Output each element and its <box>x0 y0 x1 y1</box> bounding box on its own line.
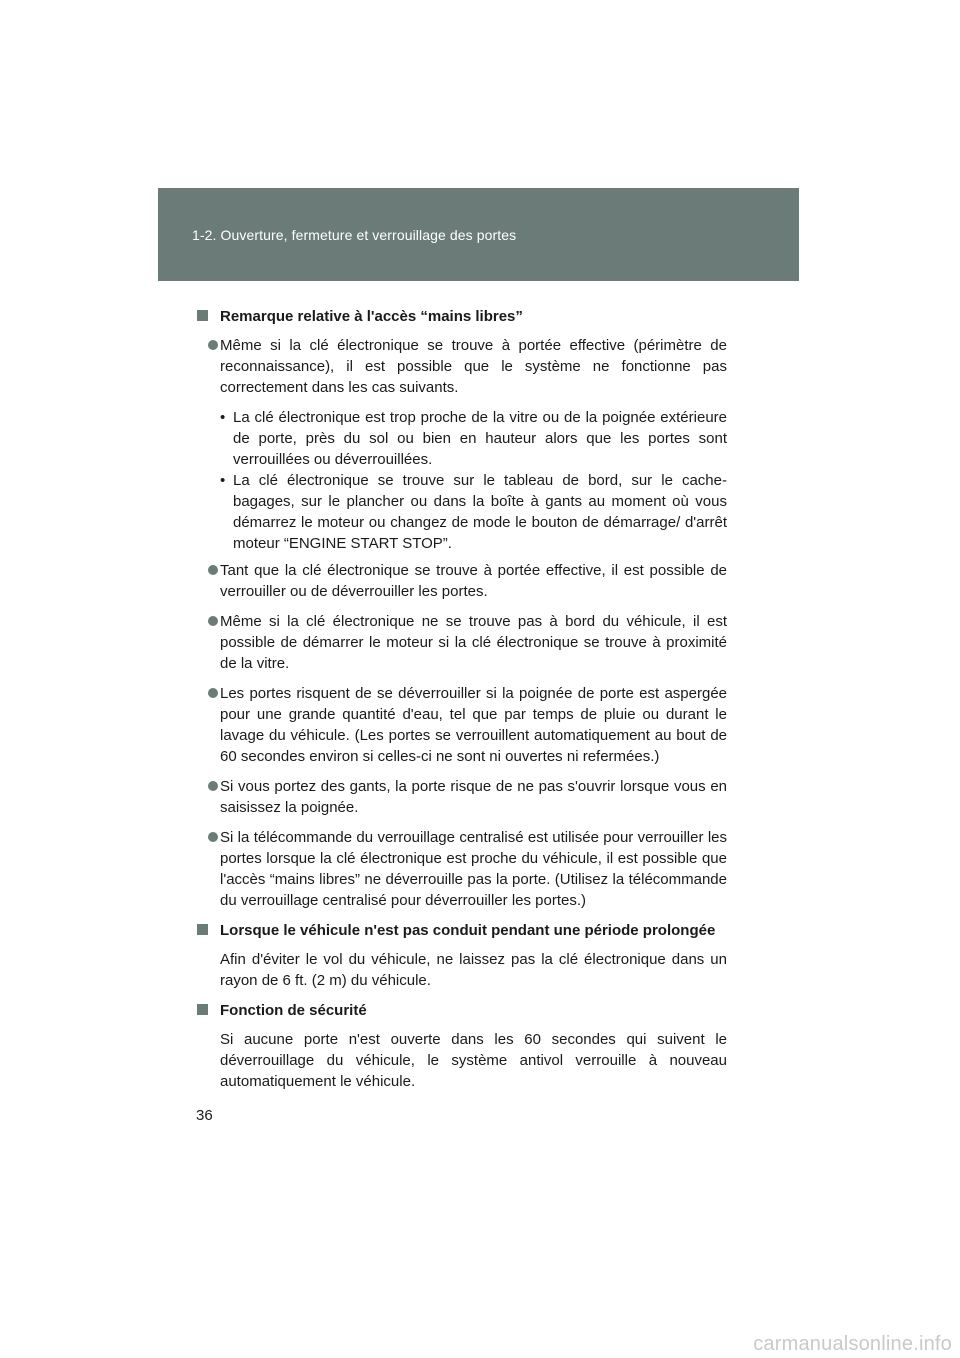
section-paragraph: Afin d'éviter le vol du véhicule, ne laissez pas la clé électronique dans un rayon de 6 ft. (2 m) du véhicule. <box>220 951 727 989</box>
section-heading <box>196 306 727 327</box>
heading-text: Lorsque le véhicule n'est pas conduit pendant une période prolongée <box>220 922 716 939</box>
bullet-text: Si la télécommande du verrouillage centralisé est utilisée pour verrouiller les portes lorsque la clé électronique est proche du véhicule, il est possible que l'accès “mains libres” ne déverrouille pas la porte. (Utilisez la télécommande du verrouillage centralisé pour déverrouiller les portes.) <box>220 829 727 909</box>
sub-list <box>220 407 727 554</box>
bullet-text: Les portes risquent de se déverrouiller si la poignée de porte est aspergée pour une grande quantité d'eau, tel que par temps de pluie ou durant le lavage du véhicule. (Les portes se verrouillent automatiquement au bout de 60 secondes environ si celles-ci ne sont ni ouvertes ni refermées.) <box>220 685 727 765</box>
sub-item-text: La clé électronique est trop proche de la vitre ou de la poignée extérieure de porte, près du sol ou bien en hauteur alors que les portes sont verrouillées ou déverrouillées. <box>233 409 727 468</box>
circle-bullet-icon <box>208 565 218 575</box>
bullet-text: Même si la clé électronique ne se trouve pas à bord du véhicule, il est possible de démarrer le moteur si la clé électronique se trouve à proximité de la vitre. <box>220 613 727 672</box>
bullet-item <box>196 683 727 767</box>
bullet-text: Même si la clé électronique se trouve à portée effective (périmètre de reconnaissance), il est possible que le système ne fonctionne pas correctement dans les cas suivants. <box>220 337 727 396</box>
page-number: 36 <box>196 1107 213 1124</box>
circle-bullet-icon <box>208 616 218 626</box>
section-paragraph: Si aucune porte n'est ouverte dans les 60 secondes qui suivent le déverrouillage du véhicule, le système antivol verrouille à nouveau automatiquement le véhicule. <box>220 1031 727 1090</box>
section-title: 1-2. Ouverture, fermeture et verrouillage des portes <box>192 227 517 243</box>
sub-item-text: La clé électronique se trouve sur le tableau de bord, sur le cache-bagages, sur le plancher ou dans la boîte à gants au moment où vous démarrez le moteur ou changez de mode le bouton de démarrage/ d'arrêt moteur “ENGINE START STOP”. <box>233 472 727 552</box>
square-bullet-icon <box>197 924 208 935</box>
bullet-item <box>196 560 727 602</box>
bullet-text: Si vous portez des gants, la porte risque de ne pas s'ouvrir lorsque vous en saisissez la poignée. <box>220 778 727 816</box>
header-band <box>158 188 799 281</box>
heading-text: Fonction de sécurité <box>220 1002 367 1019</box>
circle-bullet-icon <box>208 781 218 791</box>
bullet-item <box>196 827 727 911</box>
bullet-text: Tant que la clé électronique se trouve à portée effective, il est possible de verrouiller ou de déverrouiller les portes. <box>220 562 727 600</box>
heading-text: Remarque relative à l'accès “mains libres” <box>220 308 523 325</box>
bullet-item <box>196 776 727 818</box>
sub-list-item <box>220 407 727 470</box>
section-heading <box>196 920 727 941</box>
square-bullet-icon <box>197 1004 208 1015</box>
middle-dot-icon: • <box>220 409 226 426</box>
page-content <box>196 306 727 1101</box>
watermark[interactable]: carmanualsonline.info <box>753 1333 952 1355</box>
circle-bullet-icon <box>208 688 218 698</box>
circle-bullet-icon <box>208 340 218 350</box>
bullet-item <box>196 335 727 398</box>
square-bullet-icon <box>197 310 208 321</box>
middle-dot-icon: • <box>220 472 226 489</box>
section-heading <box>196 1000 727 1021</box>
circle-bullet-icon <box>208 832 218 842</box>
sub-list-item <box>220 470 727 554</box>
bullet-item <box>196 611 727 674</box>
